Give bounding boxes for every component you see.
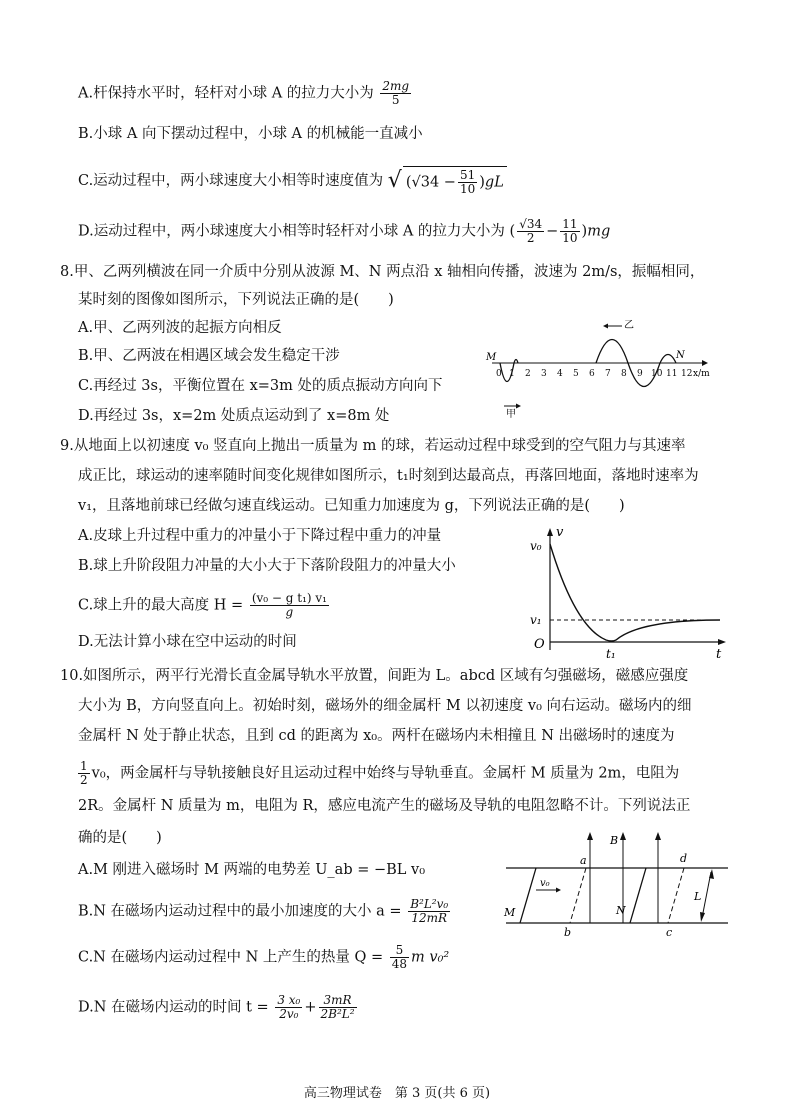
- label-origin: O: [534, 637, 545, 652]
- width-arrow-bottom: [700, 912, 705, 922]
- tick-4: 4: [557, 369, 563, 379]
- q10-stem-line1: 10.如图所示，两平行光滑长直金属导轨水平放置，间距为 L。abcd 区域有匀强磁场，磁感应强度: [60, 668, 689, 684]
- fraction: [275, 994, 302, 1021]
- q10-option-d: D.N 在磁场内运动的时间 t = $\frac{\text{3 x₀}}{\text{2v₀}}$ + $\frac{3mR}{\text{2B²L²}}$: [78, 993, 355, 1021]
- fraction-denominator: 10: [562, 231, 578, 245]
- label-t: t: [716, 647, 722, 662]
- q10-stem-line5: 2R。金属杆 N 质量为 m，电阻为 R，感应电流产生的磁场及导轨的电阻忽略不计。下列说法正: [78, 798, 691, 814]
- q10-stem-line6: 确的是( ): [78, 830, 162, 846]
- label-v0: v₀: [530, 539, 542, 553]
- label-v0: v₀: [540, 878, 550, 889]
- sqrt-tail: gL: [484, 174, 504, 191]
- fraction: [380, 80, 411, 107]
- fraction-denominator: 5: [391, 93, 400, 107]
- label-n: N: [676, 350, 685, 361]
- page-footer: 高三物理试卷 第 3 页(共 6 页): [303, 1086, 491, 1101]
- fraction: [517, 218, 544, 245]
- label-b: B: [610, 834, 619, 847]
- fraction: [78, 760, 90, 787]
- fraction-numerator: 51: [459, 168, 476, 182]
- label-c: c: [666, 926, 673, 939]
- q10-c-tail: m v₀²: [411, 949, 450, 966]
- tick-8: 8: [621, 369, 627, 379]
- q7-option-d: D.运动过程中，两小球速度大小相等时轻杆对小球 A 的拉力大小为 ( $\frac{√34}{2}$ − $\frac{11}{10}$ )mg: [78, 217, 611, 245]
- tick-1: 1: [509, 369, 515, 379]
- q10-option-b: [78, 898, 452, 925]
- yi-arrow-head: [603, 324, 608, 329]
- q7-option-a: [78, 80, 413, 107]
- label-v: v: [556, 525, 564, 540]
- b-field-arrow-3: [655, 832, 661, 840]
- wave-figure: [480, 318, 720, 418]
- q9-option-d: D.无法计算小球在空中运动的时间: [78, 634, 297, 650]
- width-arrow-top: [709, 869, 714, 879]
- label-d: d: [680, 852, 688, 865]
- tick-0: 0: [496, 369, 502, 379]
- tick-12: 12: [681, 369, 693, 379]
- fraction-denominator: 2v₀: [279, 1007, 299, 1021]
- fraction-numerator: 11: [562, 217, 578, 231]
- jia-arrow-head: [516, 404, 521, 409]
- rod-n: [630, 868, 646, 923]
- y-axis-arrow: [547, 528, 553, 536]
- q7-option-b: B.小球 A 向下摆动过程中，小球 A 的机械能一直减小: [78, 126, 423, 142]
- label-n: N: [616, 904, 626, 917]
- velocity-time-figure: [520, 522, 730, 662]
- tick-7: 7: [605, 369, 611, 379]
- q10-option-a: A.M 刚进入磁场时 M 两端的电势差 U_ab = −BL v₀: [78, 862, 426, 878]
- fraction-numerator: 5: [390, 944, 409, 958]
- fraction-denominator: 2B²L²: [320, 1007, 355, 1021]
- b-field-arrow-1: [587, 832, 593, 840]
- fraction-numerator: 2mg: [382, 79, 410, 93]
- fraction: [250, 592, 329, 619]
- sqrt-term: √34 −: [411, 174, 456, 191]
- q7-option-d-text: D.运动过程中，两小球速度大小相等时轻杆对小球 A 的拉力大小为: [78, 223, 505, 240]
- fraction-denominator: 10: [459, 182, 476, 196]
- label-l: L: [694, 890, 702, 903]
- q10-option-b-text: B.N 在磁场内运动过程中的最小加速度的大小 a =: [78, 903, 402, 920]
- label-b-corner: b: [564, 926, 572, 939]
- q7-option-a-text: A.杆保持水平时，轻杆对小球 A 的拉力大小为: [78, 85, 374, 102]
- label-v1: v₁: [530, 613, 542, 627]
- label-jia: 甲: [506, 409, 516, 418]
- q8-option-b: B.甲、乙两波在相遇区域会发生稳定干涉: [78, 348, 340, 364]
- width-arrow: [702, 872, 711, 918]
- velocity-curve: [550, 544, 720, 641]
- sqrt-body: (√34 − $\frac{51}{10}$ )gL: [403, 166, 507, 196]
- q7-d-tail: mg: [587, 223, 611, 240]
- axis-unit: x/m: [693, 369, 710, 379]
- sqrt-sign: √: [387, 168, 402, 193]
- q10-stem-line4: [78, 760, 679, 787]
- q8-option-a: A.甲、乙两列波的起振方向相反: [78, 320, 282, 336]
- t-axis-arrow: [718, 639, 726, 645]
- tick-5: 5: [573, 369, 579, 379]
- tick-10: 10: [651, 369, 663, 379]
- q7-option-c: [78, 166, 507, 196]
- x-ticks: [496, 369, 692, 379]
- q8-stem-line1: 8.甲、乙两列横波在同一介质中分别从波源 M、N 两点沿 x 轴相向传播，波速为 2m/s，振幅相同，: [60, 264, 705, 280]
- q9-stem-line3: v₁，且落地前球已经做匀速直线运动。已知重力加速度为 g，下列说法正确的是( ): [78, 498, 625, 514]
- tick-6: 6: [589, 369, 595, 379]
- x-axis-arrow: [702, 360, 708, 366]
- label-m: M: [504, 906, 516, 919]
- fraction: [390, 944, 409, 971]
- fraction-denominator: 48: [391, 957, 408, 971]
- boundary-ab: [570, 868, 586, 923]
- fraction: [408, 898, 450, 925]
- fraction-denominator: 2: [526, 231, 535, 245]
- fraction-numerator: √34: [519, 217, 543, 231]
- q10-stem-line2: 大小为 B，方向竖直向上。初始时刻，磁场外的细金属杆 M 以初速度 v₀ 向右运动。磁场内的细: [78, 698, 692, 714]
- rail-magnet-figure: [498, 828, 730, 940]
- boundary-dc: [668, 868, 684, 923]
- q9-stem-line2: 成正比，球运动的速率随时间变化规律如图所示，t₁时刻到达最高点，再落回地面，落地时速率为: [78, 468, 699, 484]
- q8-stem-line2: 某时刻的图像如图所示，下列说法正确的是( ): [78, 292, 394, 308]
- fraction: [560, 218, 579, 245]
- q10-option-c: [78, 944, 449, 971]
- fraction: [458, 169, 477, 196]
- q8-option-c: C.再经过 3s，平衡位置在 x=3m 处的质点振动方向向下: [78, 378, 443, 394]
- label-yi: 乙: [624, 320, 634, 331]
- q9-stem-line1: 9.从地面上以初速度 v₀ 竖直向上抛出一质量为 m 的球，若运动过程中球受到的空气阻力与其速率: [60, 438, 686, 454]
- label-a: a: [580, 854, 587, 867]
- fraction-denominator: g: [285, 605, 294, 619]
- fraction-numerator: B²L²v₀: [410, 897, 449, 911]
- q7-option-c-text: C.运动过程中，两小球速度大小相等时速度值为: [78, 173, 384, 189]
- q9-option-c-text: C.球上升的最大高度 H =: [78, 597, 244, 614]
- label-t1: t₁: [606, 647, 616, 661]
- q10-stem-line4-text: v₀，两金属杆与导轨接触良好且运动过程中始终与导轨垂直。金属杆 M 质量为 2m，电阻为: [91, 765, 680, 782]
- fraction-denominator: 2: [80, 773, 88, 787]
- q10-option-c-text: C.N 在磁场内运动过程中 N 上产生的热量 Q =: [78, 949, 384, 966]
- tick-2: 2: [525, 369, 531, 379]
- tick-11: 11: [666, 369, 678, 379]
- fraction-denominator: 12mR: [411, 911, 448, 925]
- q9-option-a: A.皮球上升过程中重力的冲量小于下降过程中重力的冲量: [78, 528, 442, 544]
- q10-option-d-text: D.N 在磁场内运动的时间 t =: [78, 999, 269, 1016]
- fraction: [319, 994, 357, 1021]
- fraction-numerator: 3 x₀: [277, 993, 301, 1007]
- q9-option-c: [78, 592, 331, 619]
- label-m: M: [486, 352, 497, 363]
- q9-option-b: B.球上升阶段阻力冲量的大小大于下落阶段阻力的冲量大小: [78, 558, 456, 574]
- tick-9: 9: [637, 369, 643, 379]
- fraction-numerator: (v₀ − g t₁) v₁: [251, 591, 327, 605]
- rod-m: [520, 868, 536, 923]
- q10-stem-line3: 金属杆 N 处于静止状态，且到 cd 的距离为 x₀。两杆在磁场内未相撞且 N 出磁场时的速度为: [78, 728, 675, 744]
- fraction-numerator: 1: [80, 759, 88, 773]
- q8-option-d: D.再经过 3s，x=2m 处质点运动到了 x=8m 处: [78, 408, 390, 424]
- v0-arrow-head: [556, 888, 561, 893]
- b-field-arrow-2: [620, 832, 626, 840]
- tick-3: 3: [541, 369, 547, 379]
- fraction-numerator: 3mR: [319, 994, 357, 1008]
